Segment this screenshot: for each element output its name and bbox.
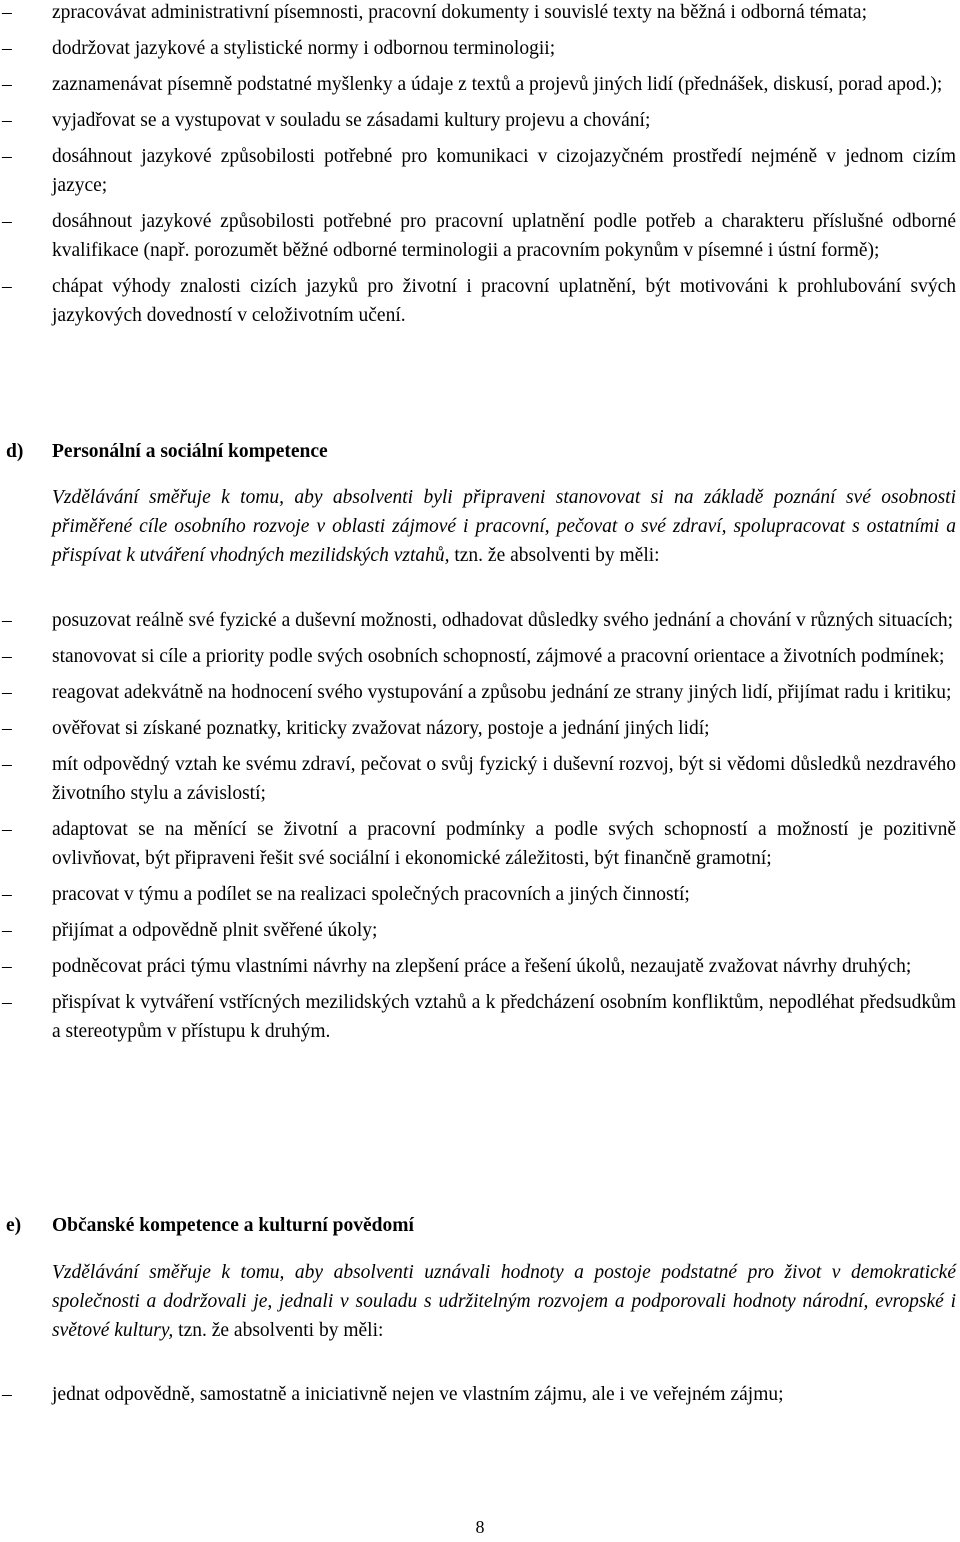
list-item <box>0 34 960 63</box>
dash-bullet: – <box>2 1384 12 1405</box>
list-item <box>0 606 960 635</box>
list-item-text: dosáhnout jazykové způsobilosti potřebné pro komunikaci v cizojazyčném prostředí nejméně v jednom cizím jazyce; <box>52 146 956 196</box>
list-item-text: pracovat v týmu a podílet se na realizaci společných pracovních a jiných činností; <box>52 884 690 905</box>
dash-bullet: – <box>2 2 12 23</box>
competence-list-top <box>0 0 960 337</box>
list-item <box>0 272 960 330</box>
list-item-text: adaptovat se na měnící se životní a pracovní podmínky a podle svých schopností a možností je pozitivně ovlivňovat, být připraveni řešit své sociální i ekonomické záležitosti, být finančně gramotní; <box>52 819 956 869</box>
dash-bullet: – <box>2 110 12 131</box>
section-intro-d <box>52 483 956 570</box>
list-item <box>0 714 960 743</box>
dash-bullet: – <box>2 74 12 95</box>
list-item-text: zpracovávat administrativní písemnosti, pracovní dokumenty i souvislé texty na běžná i odborná témata; <box>52 2 867 23</box>
competence-list-e <box>0 1380 960 1416</box>
dash-bullet: – <box>2 956 12 977</box>
list-item-text: zaznamenávat písemně podstatné myšlenky a údaje z textů a projevů jiných lidí (přednášek, diskusí, porad apod.); <box>52 74 943 95</box>
list-item-text: posuzovat reálně své fyzické a duševní možnosti, odhadovat důsledky svého jednání a chování v různých situacích; <box>52 610 954 631</box>
competence-list-d <box>0 606 960 1053</box>
dash-bullet: – <box>2 992 12 1013</box>
dash-bullet: – <box>2 610 12 631</box>
list-item-text: mít odpovědný vztah ke svému zdraví, pečovat o svůj fyzický i duševní rozvoj, být si vědomi důsledků nezdravého životního stylu a závislostí; <box>52 754 956 804</box>
dash-bullet: – <box>2 718 12 739</box>
list-item <box>0 880 960 909</box>
list-item <box>0 988 960 1046</box>
list-item-text: reagovat adekvátně na hodnocení svého vystupování a způsobu jednání ze strany jiných lidí, přijímat radu i kritiku; <box>52 682 952 703</box>
intro-plain-text: tzn. že absolventi by měli: <box>173 1320 384 1341</box>
list-item-text: jednat odpovědně, samostatně a iniciativně nejen ve vlastním zájmu, ale i ve veřejném zájmu; <box>52 1384 784 1405</box>
list-item <box>0 678 960 707</box>
intro-italic-text: Vzdělávání směřuje k tomu, aby absolventi byli připraveni stanovovat si na základě poznání své osobnosti přiměřené cíle osobního rozvoje v oblasti zájmové i pracovní, pečovat o své zdraví, spolupracovat s ostatními a přispívat k utváření vhodných mezilidských vztahů, <box>52 487 956 566</box>
dash-bullet: – <box>2 211 12 232</box>
list-item <box>0 750 960 808</box>
dash-bullet: – <box>2 276 12 297</box>
list-item <box>0 106 960 135</box>
list-item <box>0 0 960 27</box>
list-item <box>0 916 960 945</box>
dash-bullet: – <box>2 682 12 703</box>
list-item-text: přijímat a odpovědně plnit svěřené úkoly; <box>52 920 378 941</box>
dash-bullet: – <box>2 146 12 167</box>
dash-bullet: – <box>2 884 12 905</box>
section-title: Občanské kompetence a kulturní povědomí <box>52 1215 414 1236</box>
list-item-text: dosáhnout jazykové způsobilosti potřebné pro pracovní uplatnění podle potřeb a charakteru příslušné odborné kvalifikace (např. porozumět běžné odborné terminologii a pracovním pokynům v písemné i ústní formě); <box>52 211 956 261</box>
dash-bullet: – <box>2 754 12 775</box>
page-number: 8 <box>475 1517 485 1537</box>
list-item-text: dodržovat jazykové a stylistické normy i odbornou terminologii; <box>52 38 556 59</box>
list-item-text: chápat výhody znalosti cizích jazyků pro životní i pracovní uplatnění, být motivováni k prohlubování svých jazykových dovedností v celoživotním učení. <box>52 276 956 326</box>
section-letter: d) <box>6 441 24 462</box>
intro-italic-text: Vzdělávání směřuje k tomu, aby absolventi uznávali hodnoty a postoje podstatné pro život v demokratické společnosti a dodržovali je, jednali v souladu s udržitelným rozvojem a podporovali hodnoty národní, evropské i světové kultury, <box>52 1262 956 1341</box>
list-item-text: vyjadřovat se a vystupovat v souladu se zásadami kultury projevu a chování; <box>52 110 651 131</box>
list-item <box>0 207 960 265</box>
intro-plain-text: tzn. že absolventi by měli: <box>449 545 660 566</box>
list-item <box>0 642 960 671</box>
list-item <box>0 142 960 200</box>
list-item <box>0 815 960 873</box>
list-item-text: ověřovat si získané poznatky, kriticky zvažovat názory, postoje a jednání jiných lidí; <box>52 718 710 739</box>
list-item <box>0 70 960 99</box>
list-item <box>0 1380 960 1409</box>
dash-bullet: – <box>2 819 12 840</box>
dash-bullet: – <box>2 646 12 667</box>
list-item <box>0 952 960 981</box>
section-intro-e <box>52 1258 956 1345</box>
section-title: Personální a sociální kompetence <box>52 441 328 462</box>
list-item-text: stanovovat si cíle a priority podle svých osobních schopností, zájmové a pracovní orientace a životních podmínek; <box>52 646 945 667</box>
list-item-text: přispívat k vytváření vstřícných mezilidských vztahů a k předcházení osobním konfliktům, nepodléhat předsudkům a stereotypům v přístupu k druhým. <box>52 992 956 1042</box>
dash-bullet: – <box>2 38 12 59</box>
section-letter: e) <box>6 1215 22 1236</box>
list-item-text: podněcovat práci týmu vlastními návrhy na zlepšení práce a řešení úkolů, nezaujatě zvažovat návrhy druhých; <box>52 956 912 977</box>
dash-bullet: – <box>2 920 12 941</box>
